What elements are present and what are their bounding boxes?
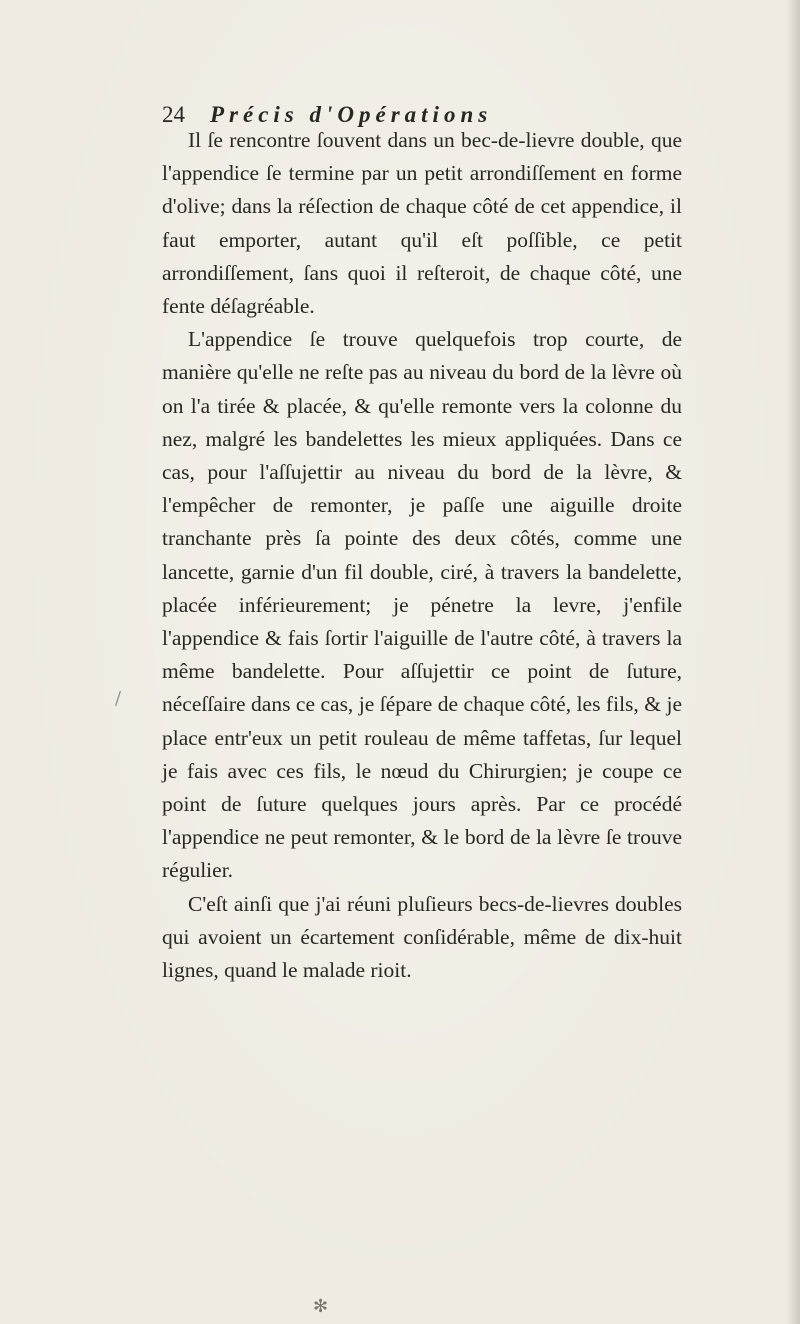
page-edge-shadow: [786, 0, 800, 1324]
page-number: 24: [162, 102, 185, 127]
body-text: [162, 124, 682, 987]
ink-blot-icon: ✻: [313, 1296, 329, 1317]
stray-mark-icon: /: [115, 688, 122, 709]
paragraph-2: L'appendice ſe trouve quelquefois trop courte, de manière qu'elle ne reſte pas au niveau du bord de la lèvre où on l'a tirée & placée, & qu'elle remonte vers la colonne du nez, malgré les bandelettes les mieux appliquées. Dans ce cas, pour l'aſſujettir au niveau du bord de la lèvre, & l'empêcher de remonter, je paſſe une aiguille droite tranchante près ſa pointe des deux côtés, comme une lancette, garnie d'un fil double, ciré, à travers la bandelette, placée inférieurement; je pénetre la levre, j'enfile l'appendice & fais ſortir l'aiguille de l'autre côté, à travers la même bandelette. Pour aſſujettir ce point de ſuture, néceſſaire dans ce cas, je ſépare de chaque côté, les fils, & je place entr'eux un petit rouleau de même taffetas, ſur lequel je fais avec ces fils, le nœud du Chirurgien; je coupe ce point de ſuture quelques jours après. Par ce procédé l'appendice ne peut remonter, & le bord de la lèvre ſe trouve régulier.: [162, 327, 682, 883]
paragraph-3: C'eſt ainſi que j'ai réuni pluſieurs becs-de-lievres doubles qui avoient un écartement conſidérable, même de dix-huit lignes, quand le malade rioit.: [162, 891, 682, 983]
running-title: Précis d'Opérations: [210, 102, 493, 127]
paragraph-1: Il ſe rencontre ſouvent dans un bec-de-lievre double, que l'appendice ſe termine par un petit arrondiſſement en forme d'olive; dans la réſection de chaque côté de cet appendice, il faut emporter, autant qu'il eſt poſſible, ce petit arrondiſſement, ſans quoi il reſteroit, de chaque côté, une fente déſagréable.: [162, 128, 682, 319]
